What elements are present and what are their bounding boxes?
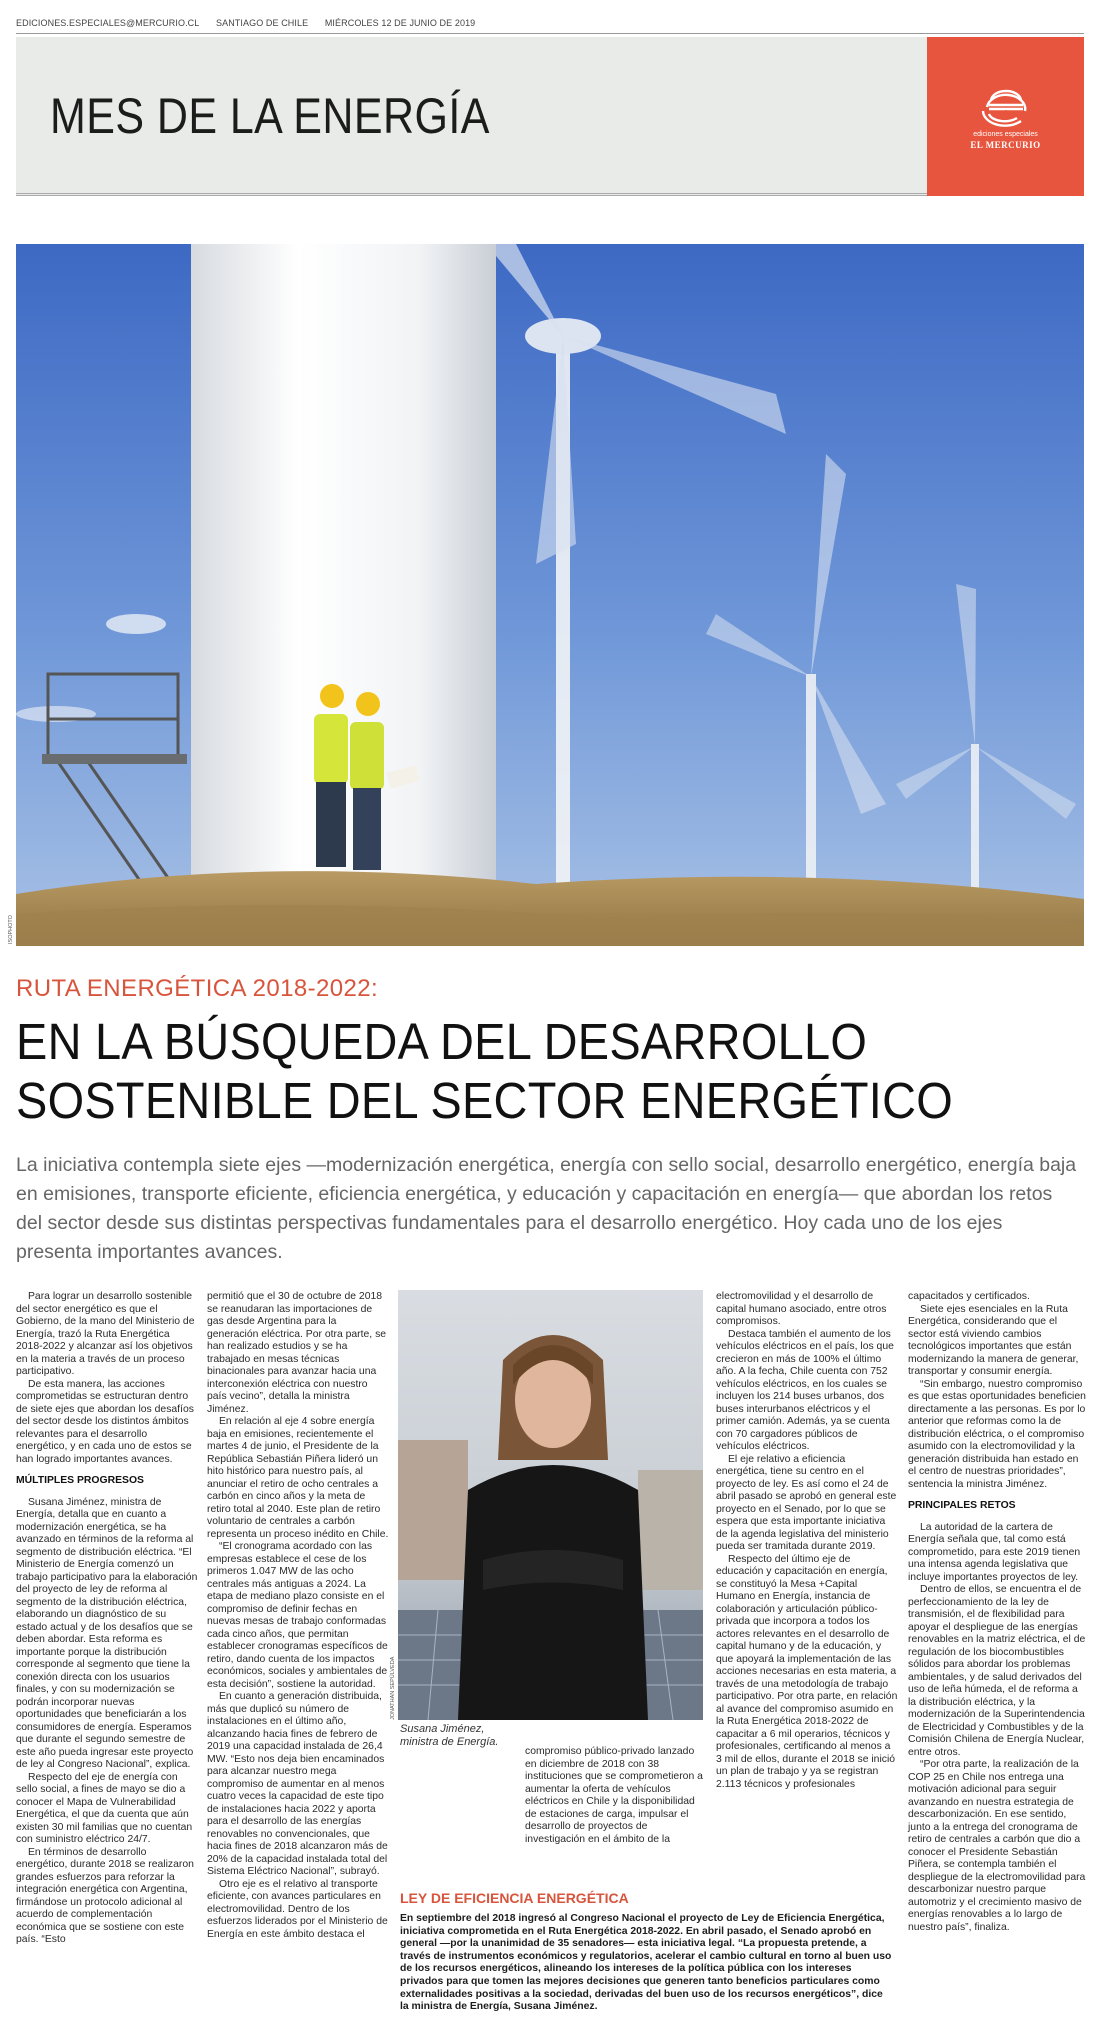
paragraph: Susana Jiménez, ministra de Energía, detalla que en cuanto a modernización energética, se ha avanzado en términos de la reforma al segmento de distribución eléctrica. “El Ministerio de Energía comenzó un trabajo participativo para la elaboración del proyecto de ley de reforma al segmento de la distribución eléctrica, elaborando un diagnóstico de su estado actual y de los desafíos que se deben abordar. Esta reforma es importante porque la distribución corresponde al segmento que tiene la conexión directa con los usuarios finales, y con su modernización se podrán incorporar nuevas oportunidades que beneficiarán a los consumidores de energía. Esperamos que durante el segundo semestre de este año pueda ingresar este proyecto de ley al Congreso Nacional”, explica. (16, 1496, 198, 1770)
paragraph: En términos de desarrollo energético, durante 2018 se realizaron grandes esfuerzos para reforzar la integración energética con Argentina, firmándose un protocolo adicional al acuerdo de complementación económica que se sostiene con este país. “Esto (16, 1846, 194, 1945)
paragraph: Respecto del eje de energía con sello social, a fines de mayo se dio a conocer el Mapa de Vulnerabilidad Energética, el que da cuenta que aún existen 30 mil familias que no cuentan con suministro eléctrico 24/7. (16, 1771, 193, 1845)
hero-photo-credit: ISOPHOTO (8, 915, 14, 944)
paragraph: De esta manera, las acciones comprometidas se estructuran dentro de siete ejes que abordan los desafíos del sector desde los distintos ámbitos relevantes para el desarrollo energético, y en cada uno de estos se han logrado importantes avances. (16, 1378, 194, 1465)
email-text[interactable]: EDICIONES.ESPECIALES@MERCURIO.CL (16, 18, 200, 28)
paragraph: Dentro de ellos, se encuentra el de perfeccionamiento de la ley de transmisión, el de flexibilidad para apoyar el despliegue de las energías renovables en la matriz eléctrica, el de regulación de los biocombustibles sólidos para abordar los problemas ambientales, y de salud derivados del uso de leña húmeda, el de reforma a la distribución eléctrica, y la modernización de la Superintendencia de Electricidad y Combustibles y de la Comisión Chilena de Energía Nuclear, entre otros. (908, 1584, 1086, 1758)
portrait-photo-credit: JONATHAN SEPÚLVEDA (390, 1656, 396, 1720)
masthead (16, 37, 1084, 196)
subheading: PRINCIPALES RETOS (908, 1500, 1016, 1511)
logo-mark-text: e (1004, 109, 1008, 115)
paragraph: La autoridad de la cartera de Energía señala que, tal como está comprometido, para este 2019 tienen una intensa agenda legislativa que incluye importantes proyectos de ley. (908, 1521, 1081, 1583)
paragraph: Respecto del último eje de educación y capacitación en energía, se constituyó la Mesa +Capital Humano en Energía, instancia de colaboración y articulación público-privada que incorpora a todos los actores relevantes en el desarrollo de capital humano y de la educación, y que apoyará la implementación de las acciones necesarias en esta materia, a través de una metodología de trabajo participativo. Por otra parte, en relación al avance del compromiso asumido en la Ruta Energética 2018-2022 de capacitar a 6 mil operarios, técnicos y profesionales, certificando al menos a 3 mil de ellos, durante el 2018 se inició un plan de trabajo y ya se registran 2.113 técnicos y profesionales (716, 1553, 898, 1790)
paragraph: El eje relativo a eficiencia energética, tiene su centro en el proyecto de ley. Es así como el 24 de abril pasado se aprobó en general este proyecto en el Senado, por lo que se espera que esta importante iniciativa de la agenda legislativa del ministerio pueda ser tramitada durante 2019. (716, 1453, 897, 1552)
subheading: MÚLTIPLES PROGRESOS (16, 1475, 144, 1486)
paragraph: En cuanto a generación distribuida, más que duplicó su número de instalaciones en el último año, alcanzando hacia fines de febrero de 2019 una capacidad instalada de 26,4 MW. “Esto nos deja bien encaminados para alcanzar nuestro mega compromiso de aumentar en al menos cuatro veces la capacidad de este tipo de instalaciones hacia 2022 y aporta para el desarrollo de las energías renovables no convencionales, que hacia fines de 2018 alcanzaron más de 20% de la capacidad instalada total del Sistema Eléctrico Nacional”, subrayó. (207, 1691, 388, 1877)
column-3-bottom (525, 1746, 707, 1846)
headline: EN LA BÚSQUEDA DEL DESARROLLO SOSTENIBLE DEL SECTOR ENERGÉTICO (16, 1013, 954, 1129)
portrait-photo-susana-jimenez (398, 1290, 703, 1720)
paragraph: “El cronograma acordado con las empresas establece el cese de los primeros 1.047 MW de las ocho centrales más antiguas a 2024. La etapa de mediano plazo consiste en el compromiso de definir fechas en nuevas mesas de trabajo conformadas cada cinco años, que permitan establecer cronogramas específicos de retiro, dando cuenta de los impactos económicos, sociales y ambientales de esta decisión”, sostiene la autoridad. (207, 1541, 388, 1690)
logo-small-text: ediciones especiales (973, 131, 1038, 138)
column-4 (716, 1291, 898, 1791)
column-1 (16, 1291, 198, 1947)
column-5 (908, 1291, 1086, 1934)
paragraph: Siete ejes esenciales en la Ruta Energética, considerando que el sector está viviendo cambios tecnológicos importantes que están modernizando la manera de generar, transportar y consumir energía. (908, 1303, 1079, 1377)
kicker: RUTA ENERGÉTICA 2018-2022: (16, 975, 379, 1002)
deck: La iniciativa contempla siete ejes —modernización energética, energía con sello social, desarrollo energético, energía baja en emisiones, transporte eficiente, eficiencia energética, y educación y capacitación en energía— que abordan los retos del sector desde sus distintas perspectivas fundamentales para el desarrollo energético. Hoy cada uno de los ejes presenta importantes avances. (16, 1154, 1077, 1263)
paragraph: Para lograr un desarrollo sostenible del sector energético es que el Gobierno, de la mano del Ministerio de Energía, trazó la Ruta Energética 2018-2022 y alcanzar así los objetivos en la materia a través de un proceso participativo. (16, 1291, 195, 1377)
paragraph: electromovilidad y el desarrollo de capital humano asociado, entre otros compromisos. (716, 1291, 887, 1327)
top-rule (16, 33, 1084, 34)
date-text: MIÉRCOLES 12 DE JUNIO DE 2019 (324, 18, 476, 28)
paragraph: compromiso público-privado lanzado en diciembre de 2018 con 38 instituciones que se comprometieron a aumentar la oferta de vehículos eléctricos en Chile y la disponibilidad de estaciones de carga, impulsar el desarrollo de proyectos de investigación en el ámbito de la (525, 1746, 703, 1845)
caption-role: ministra de Energía. (400, 1736, 499, 1748)
paragraph: En relación al eje 4 sobre energía baja en emisiones, recientemente el martes 4 de junio, el Presidente de la República Sebastián Piñera lideró un hito histórico para nuestro país, al anunciar el retiro de ocho centrales a carbón en cinco años y la meta de retiro total al 2040. Este plan de retiro voluntario de centrales a carbón representa un proceso inédito en Chile. (207, 1416, 389, 1540)
city-text: SANTIAGO DE CHILE (216, 18, 309, 28)
box-title: LEY DE EFICIENCIA ENERGÉTICA (400, 1890, 629, 1906)
mercurio-logo (927, 37, 1084, 196)
logo-name: EL MERCURIO (970, 140, 1041, 150)
hero-photo-wind-turbines (16, 244, 1084, 946)
paragraph: “Por otra parte, la realización de la COP 25 en Chile nos entrega una motivación adicional para seguir avanzando en nuestra estrategia de descarbonización. En ese sentido, junto a la entrega del cronograma de retiro de centrales a carbón que dio a conocer el Presidente Sebastián Piñera, se contempla también el despliegue de la electromovilidad para descarbonizar nuestro parque automotriz y el crecimiento masivo de energías renovables a lo largo de nuestro país”, finaliza. (908, 1759, 1086, 1933)
photo-caption (400, 1723, 498, 1749)
paragraph: capacitados y certificados. (908, 1291, 1030, 1302)
paragraph: permitió que el 30 de octubre de 2018 se reanudaran las importaciones de gas desde Argentina para la generación eléctrica. Por otra parte, se han realizado estudios y se ha trabajado en mesas técnicas binacionales para avanzar hacia una interconexión eléctrica con nuestro país vecino”, detalla la ministra Jiménez. (207, 1291, 387, 1415)
section-title: MES DE LA ENERGÍA (50, 88, 490, 144)
paragraph: Otro eje es el relativo al transporte eficiente, con avances particulares en electromovilidad. Dentro de los esfuerzos liderados por el Ministerio de Energía en este ámbito destaca el (207, 1878, 388, 1940)
top-line (16, 18, 489, 28)
column-2 (207, 1291, 389, 1941)
box-body: En septiembre del 2018 ingresó al Congreso Nacional el proyecto de Ley de Eficiencia Energética, iniciativa comprometida en el Ruta Energética 2018-2022. En abril pasado, el Senado aprobó en general —por la unanimidad de 35 senadores— esta iniciativa legal. “La propuesta pretende, a través de instrumentos económicos y regulatorios, acelerar el cambio cultural en torno al buen uso de los recursos energéticos, alineando los intereses de la política pública con los intereses privados para que tomen las mejores decisiones que generen tanto beneficios particulares como externalidades positivas a la sociedad, derivadas del buen uso de los recursos energéticos”, dice la ministra de Energía, Susana Jiménez. (400, 1913, 892, 2013)
paragraph: “Sin embargo, nuestro compromiso es que estas oportunidades beneficien directamente a las personas. Es por lo anterior que reformas como la de distribución eléctrica, o el compromiso asumido con la electromovilidad y la generación distribuida han estado en el centro de nuestras prioridades”, sentencia la ministra Jiménez. (908, 1378, 1086, 1490)
logo-e-icon (977, 87, 1035, 127)
caption-name: Susana Jiménez, (400, 1723, 485, 1735)
paragraph: Destaca también el aumento de los vehículos eléctricos en el país, los que crecieron en más de 100% el último año. A la fecha, Chile cuenta con 752 vehículos eléctricos, en los cuales se incluyen los 214 buses urbanos, dos buses interurbanos eléctricos y el primer camión. Además, ya se cuenta con 70 cargadores públicos de vehículos eléctricos. (716, 1328, 894, 1452)
